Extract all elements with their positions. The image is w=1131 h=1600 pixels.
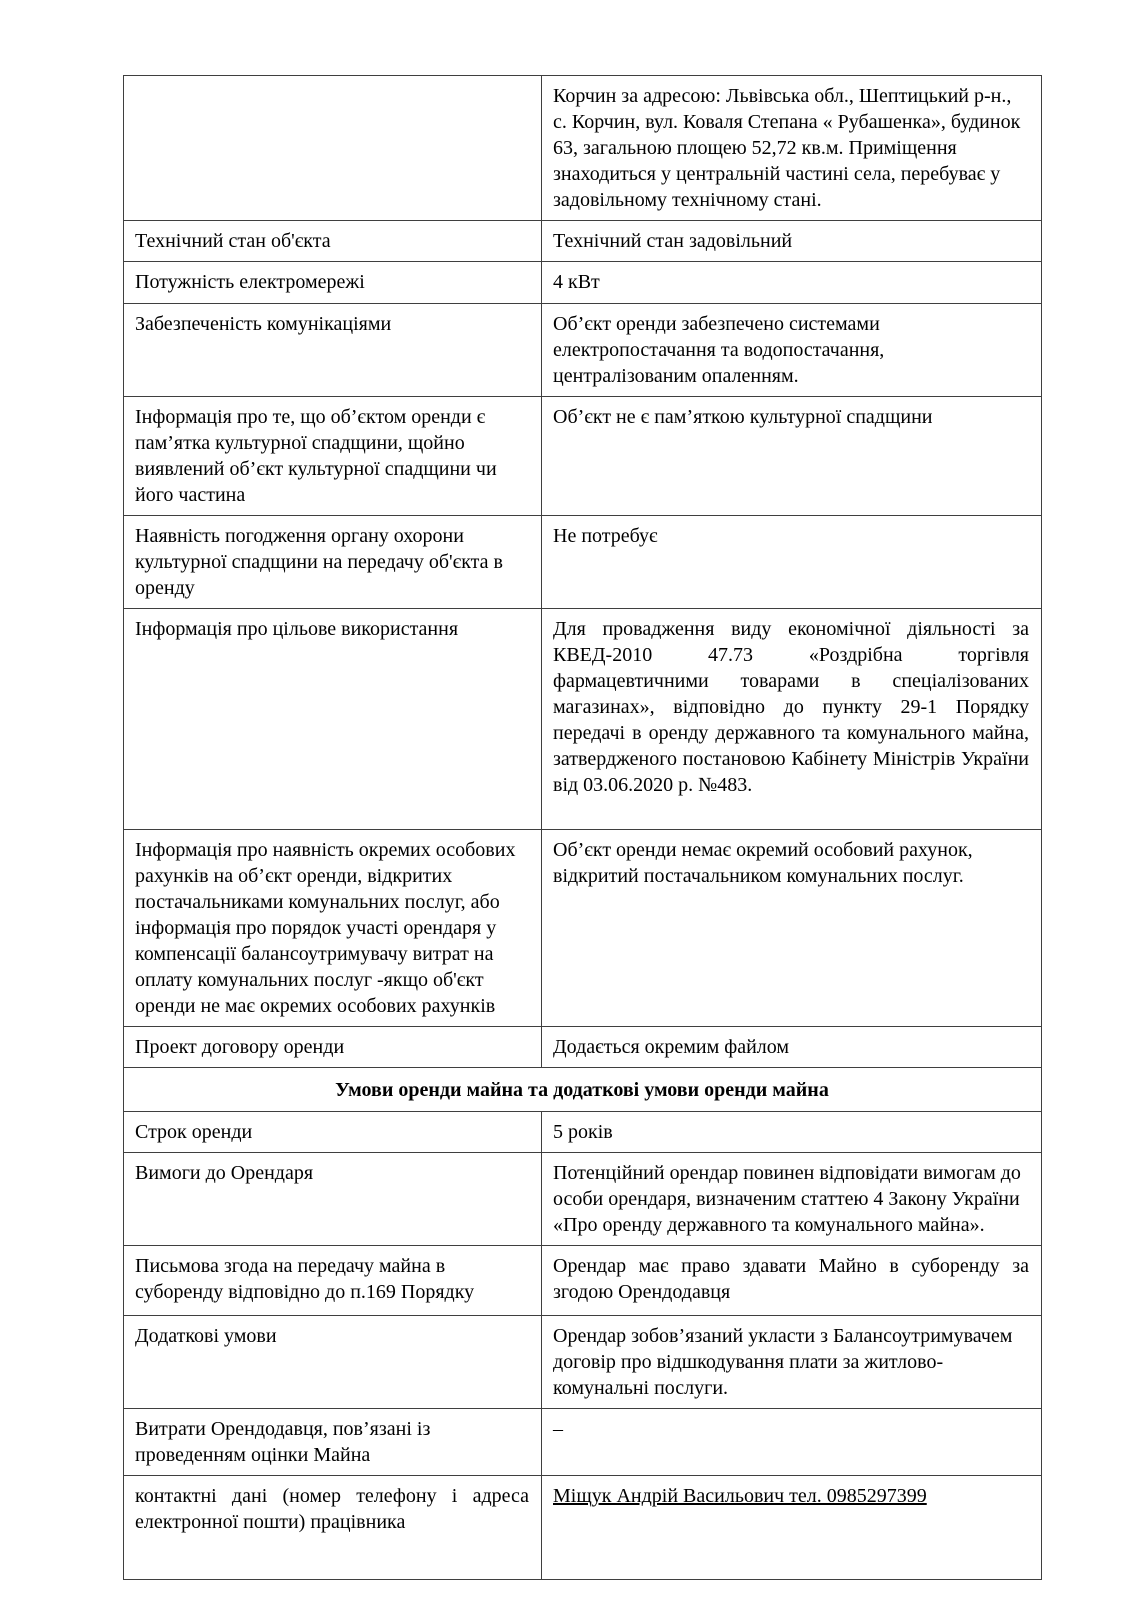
row-value: 5 років (542, 1112, 1042, 1153)
row-label: Технічний стан об'єкта (124, 221, 542, 262)
table-row (124, 1027, 1042, 1068)
row-value: Не потребує (542, 516, 1042, 609)
table-row (124, 1316, 1042, 1409)
row-label: Забезпеченість комунікаціями (124, 304, 542, 397)
row-label: Інформація про цільове використання (124, 609, 542, 830)
section-header: Умови оренди майна та додаткові умови оренди майна (124, 1068, 1042, 1112)
table-row (124, 1246, 1042, 1316)
table-row (124, 1153, 1042, 1246)
row-value: Корчин за адресою: Львівська обл., Шептицький р-н., с. Корчин, вул. Коваля Степана « Рубашенка», будинок 63, загальною площею 52,72 кв.м. Приміщення знаходиться у центральній частині села, перебуває у задовільному технічному стані. (542, 76, 1042, 221)
table-row (124, 609, 1042, 830)
table-row (124, 1476, 1042, 1580)
contact-person-link[interactable]: Міщук Андрій Васильович тел. 0985297399 (553, 1485, 927, 1507)
row-value: Додається окремим файлом (542, 1027, 1042, 1068)
table-row (124, 76, 1042, 221)
row-label: Додаткові умови (124, 1316, 542, 1409)
section-header-row (124, 1068, 1042, 1112)
row-label: контактні дані (номер телефону і адреса електронної пошти) працівника (124, 1476, 542, 1580)
row-value: Для провадження виду економічної діяльності за КВЕД-2010 47.73 «Роздрібна торгівля фармацевтичними товарами в спеціалізованих магазинах», відповідно до пункту 29-1 Порядку передачі в оренду державного та комунального майна, затвердженого постановою Кабінету Міністрів України від 03.06.2020 р. №483. (542, 609, 1042, 830)
table-row (124, 1409, 1042, 1476)
row-value: Технічний стан задовільний (542, 221, 1042, 262)
table-row (124, 830, 1042, 1027)
table-row (124, 262, 1042, 304)
table-row (124, 1112, 1042, 1153)
row-label: Інформація про те, що об’єктом оренди є пам’ятка культурної спадщини, щойно виявлений об’єкт культурної спадщини чи його частина (124, 397, 542, 516)
row-label: Проект договору оренди (124, 1027, 542, 1068)
row-value: Орендар має право здавати Майно в суборенду за згодою Орендодавця (542, 1246, 1042, 1316)
row-value: 4 кВт (542, 262, 1042, 304)
lease-info-table (123, 75, 1042, 1580)
row-label (124, 76, 542, 221)
row-label: Інформація про наявність окремих особових рахунків на об’єкт оренди, відкритих постачальниками комунальних послуг, або інформація про порядок участі орендаря у компенсації балансоутримувачу витрат на оплату комунальних послуг -якщо об'єкт оренди не має окремих особових рахунків (124, 830, 542, 1027)
row-value (542, 1476, 1042, 1580)
row-value: Об’єкт оренди забезпечено системами електропостачання та водопостачання, централізованим опаленням. (542, 304, 1042, 397)
row-value: Об’єкт оренди немає окремий особовий рахунок, відкритий постачальником комунальних послуг. (542, 830, 1042, 1027)
row-label: Витрати Орендодавця, пов’язані із проведенням оцінки Майна (124, 1409, 542, 1476)
table-row (124, 516, 1042, 609)
row-label: Наявність погодження органу охорони культурної спадщини на передачу об'єкта в оренду (124, 516, 542, 609)
row-label: Строк оренди (124, 1112, 542, 1153)
table-row (124, 221, 1042, 262)
row-value: Об’єкт не є пам’яткою культурної спадщини (542, 397, 1042, 516)
row-label: Письмова згода на передачу майна в суборенду відповідно до п.169 Порядку (124, 1246, 542, 1316)
row-label: Потужність електромережі (124, 262, 542, 304)
table-row (124, 397, 1042, 516)
row-label: Вимоги до Орендаря (124, 1153, 542, 1246)
row-value: Орендар зобов’язаний укласти з Балансоутримувачем договір про відшкодування плати за житлово-комунальні послуги. (542, 1316, 1042, 1409)
table-row (124, 304, 1042, 397)
row-value: – (542, 1409, 1042, 1476)
row-value: Потенційний орендар повинен відповідати вимогам до особи орендаря, визначеним статтею 4 Закону України «Про оренду державного та комунального майна». (542, 1153, 1042, 1246)
